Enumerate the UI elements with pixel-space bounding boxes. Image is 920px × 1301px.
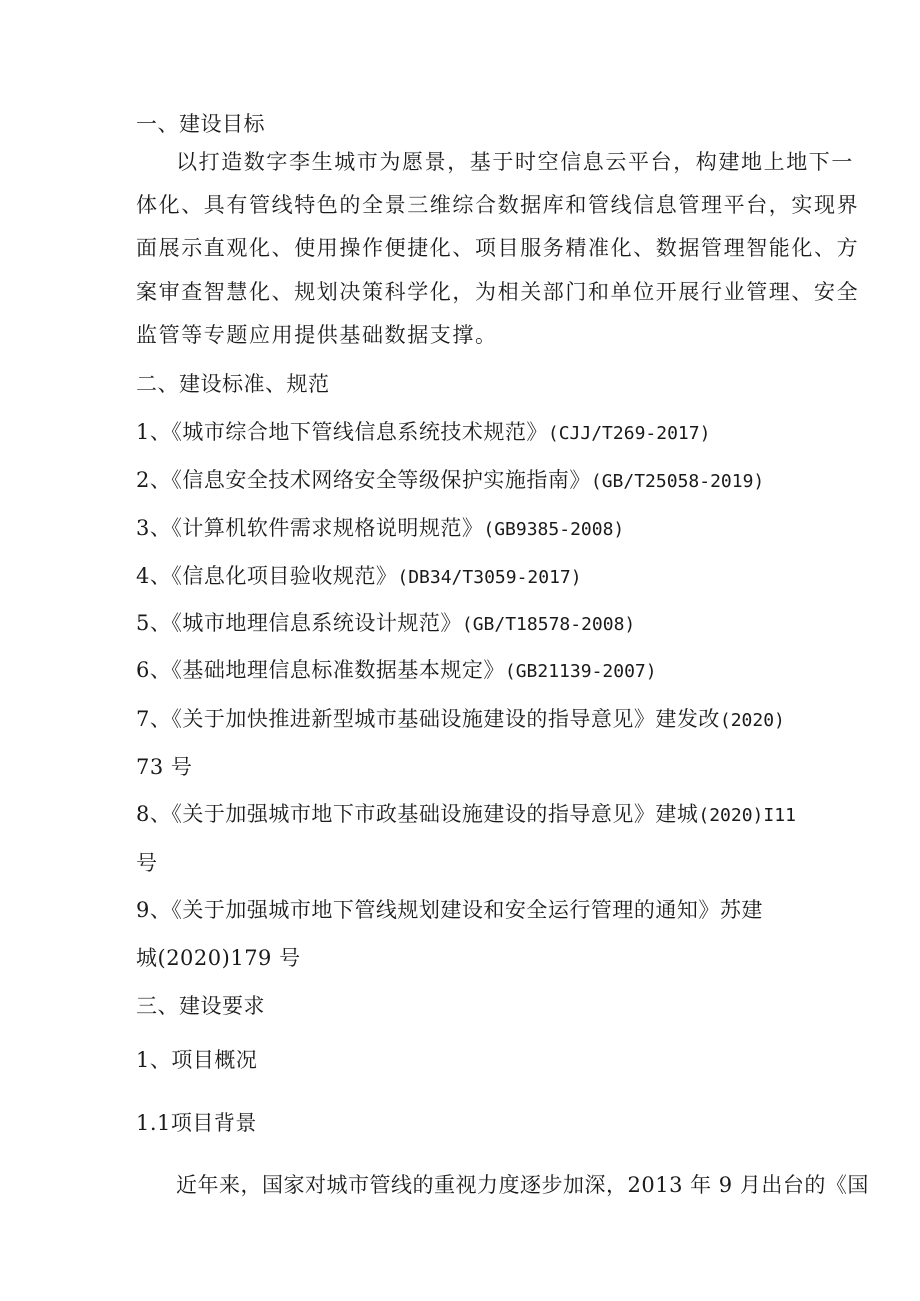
- paragraph-line: 案审查智慧化、规划决策科学化，为相关部门和单位开展行业管理、安全: [136, 280, 860, 304]
- item-prefix: 1、: [136, 420, 172, 444]
- paragraph-line: 以打造数字李生城市为愿景，基于时空信息云平台，构建地上地下一: [176, 150, 854, 174]
- standard-item: [136, 562, 582, 592]
- item-prefix: 7、: [136, 707, 172, 731]
- item-title: 《关于加强城市地下管线规划建设和安全运行管理的通知》苏建: [171, 898, 763, 922]
- item-title: 《城市综合地下管线信息系统技术规范》: [171, 420, 548, 444]
- standard-item: [136, 466, 764, 496]
- item-code: (GB/T18578-2008): [461, 614, 636, 635]
- standard-item: [136, 656, 657, 686]
- item-title: 《信息化项目验收规范》: [171, 564, 398, 588]
- subsection-heading: 1、项目概况: [136, 1048, 258, 1072]
- standard-item: [136, 514, 624, 544]
- item-prefix: 5、: [136, 611, 172, 635]
- item-title: 《信息安全技术网络安全等级保护实施指南》: [171, 468, 591, 492]
- paragraph-line: 面展示直观化、使用操作便捷化、项目服务精准化、数据管理智能化、方: [136, 236, 860, 260]
- item-prefix: 8、: [136, 802, 172, 826]
- item-prefix: 4、: [136, 564, 172, 588]
- item-code: (GB9385-2008): [483, 519, 625, 540]
- item-code: (DB34/T3059-2017): [397, 567, 582, 588]
- item-title: 《关于加快推进新型城市基础设施建设的指导意见》建发改: [171, 707, 720, 731]
- item-title: 《城市地理信息系统设计规范》: [171, 611, 462, 635]
- paragraph-line: 体化、具有管线特色的全景三维综合数据库和管线信息管理平台，实现界: [136, 193, 860, 217]
- standard-item: [136, 800, 796, 830]
- standard-item: [136, 896, 763, 926]
- item-code: (GB/T25058-2019): [590, 471, 765, 492]
- section-heading-3: 三、建设要求: [136, 994, 265, 1018]
- item-code: (GB21139-2007): [504, 661, 657, 682]
- item-code: (2020)I11: [698, 805, 796, 826]
- item-code: (2020): [719, 710, 785, 731]
- standard-item: [136, 705, 785, 735]
- item-prefix: 6、: [136, 658, 172, 682]
- standard-item-continuation: 号: [136, 851, 158, 875]
- standard-item-continuation: 城(2020)179 号: [136, 946, 301, 970]
- paragraph-line: 近年来，国家对城市管线的重视力度逐步加深，2013 年 9 月出台的《国: [176, 1173, 869, 1197]
- section-heading-2: 二、建设标准、规范: [136, 372, 330, 396]
- item-title: 《计算机软件需求规格说明规范》: [171, 516, 484, 540]
- item-prefix: 2、: [136, 468, 172, 492]
- standard-item-continuation: 73 号: [136, 755, 193, 779]
- standard-item: [136, 418, 710, 448]
- item-prefix: 3、: [136, 516, 172, 540]
- item-prefix: 9、: [136, 898, 172, 922]
- item-code: (CJJ/T269-2017): [547, 423, 711, 444]
- section-heading-1: 一、建设目标: [136, 112, 265, 136]
- paragraph-line: 监管等专题应用提供基础数据支撑。: [136, 323, 498, 347]
- subsubsection-heading: 1.1项目背景: [136, 1111, 257, 1135]
- item-title: 《关于加强城市地下市政基础设施建设的指导意见》建城: [171, 802, 699, 826]
- item-title: 《基础地理信息标准数据基本规定》: [171, 658, 505, 682]
- standard-item: [136, 609, 635, 639]
